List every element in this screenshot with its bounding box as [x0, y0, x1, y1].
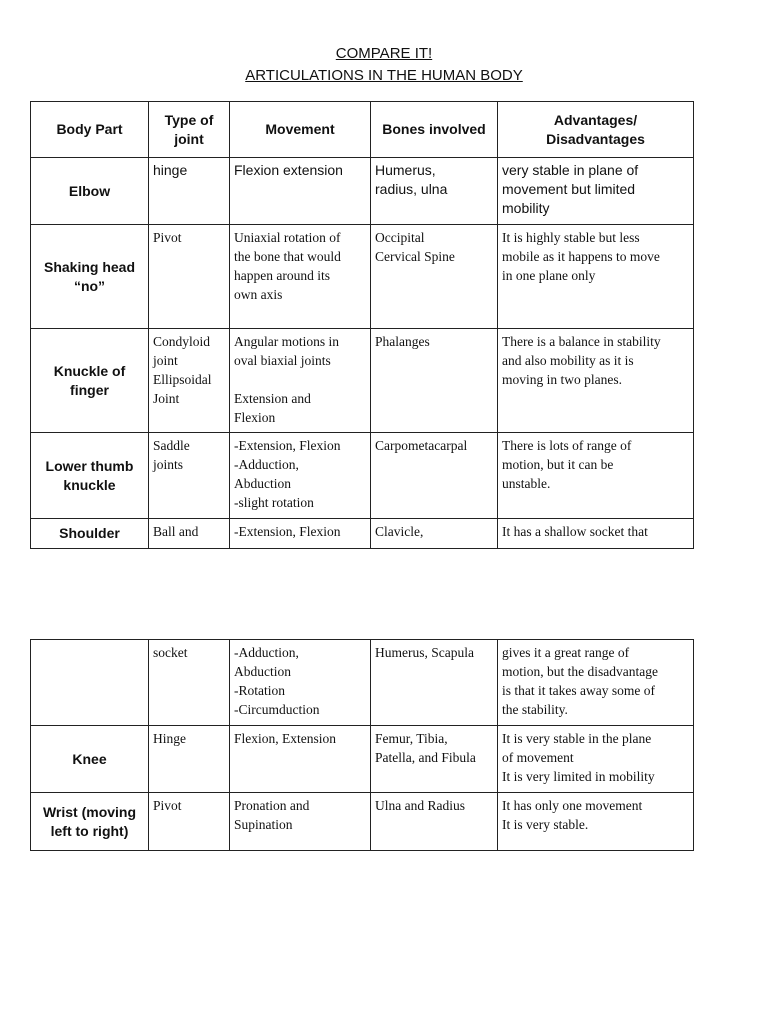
cell-line: Ulna and Radius — [375, 798, 465, 813]
cell-line: Extension and — [234, 391, 311, 406]
cell-line: Supination — [234, 817, 293, 832]
cell-line: Uniaxial rotation of — [234, 230, 341, 245]
body-part-cell — [31, 329, 149, 433]
movement-cell — [230, 726, 371, 793]
cell-line: Hinge — [153, 731, 186, 746]
table-row — [31, 519, 694, 549]
cell-line: joint — [153, 353, 178, 368]
cell-line: Elbow — [68, 182, 111, 199]
cell-line: Ball and — [153, 524, 199, 539]
bones-cell — [371, 158, 498, 225]
cell-line: Pronation and — [234, 798, 310, 813]
joint-type-cell — [149, 225, 230, 329]
cell-line: mobile as it happens to move — [502, 249, 660, 264]
cell-line: happen around its — [234, 268, 330, 283]
advantages-cell — [498, 726, 694, 793]
movement-cell — [230, 433, 371, 519]
articulations-table-part-2 — [30, 639, 694, 851]
bones-cell — [371, 519, 498, 549]
cell-line: joints — [153, 457, 184, 472]
advantages-cell — [498, 519, 694, 549]
cell-line: “no” — [73, 277, 106, 294]
cell-line: Flexion — [234, 410, 276, 425]
cell-line: is that it takes away some of — [502, 683, 655, 698]
cell-line: It is highly stable but less — [502, 230, 640, 245]
cell-line: the bone that would — [234, 249, 341, 264]
cell-line: Angular motions in — [234, 334, 339, 349]
cell-line: There is lots of range of — [502, 438, 632, 453]
movement-cell — [230, 225, 371, 329]
header-advantages: Advantages/ Disadvantages — [498, 102, 694, 158]
cell-line: -Circumduction — [234, 702, 320, 717]
cell-line: movement but limited — [502, 181, 636, 197]
cell-line: radius, ulna — [375, 181, 448, 197]
table-row — [31, 793, 694, 851]
cell-line: in one plane only — [502, 268, 596, 283]
document-title: COMPARE IT! — [335, 45, 433, 62]
body-part-cell — [31, 519, 149, 549]
cell-line: moving in two planes. — [502, 372, 622, 387]
movement-cell — [230, 519, 371, 549]
cell-line: oval biaxial joints — [234, 353, 331, 368]
cell-line: motion, but it can be — [502, 457, 614, 472]
cell-line: the stability. — [502, 702, 568, 717]
cell-line: gives it a great range of — [502, 645, 630, 660]
body-part-cell — [31, 158, 149, 225]
cell-line: Joint — [153, 391, 180, 406]
joint-type-cell — [149, 158, 230, 225]
cell-line: knuckle — [63, 476, 116, 493]
cell-line: of movement — [502, 750, 574, 765]
cell-line: Cervical Spine — [375, 249, 455, 264]
cell-line: motion, but the disadvantage — [502, 664, 658, 679]
cell-line: Saddle — [153, 438, 190, 453]
body-part-cell — [31, 225, 149, 329]
table-header-row — [31, 102, 694, 158]
cell-line: It is very limited in mobility — [502, 769, 655, 784]
header-type-of-joint: Type of joint — [149, 102, 230, 158]
table-row — [31, 329, 694, 433]
cell-line: It is very stable. — [502, 817, 589, 832]
table-row — [31, 158, 694, 225]
cell-line: Carpometacarpal — [375, 438, 468, 453]
advantages-cell — [498, 158, 694, 225]
body-part-cell — [31, 726, 149, 793]
cell-line: Knee — [72, 750, 107, 767]
cell-line: own axis — [234, 287, 283, 302]
movement-cell — [230, 158, 371, 225]
header-bones-involved: Bones involved — [371, 102, 498, 158]
cell-line: socket — [153, 645, 188, 660]
joint-type-cell — [149, 726, 230, 793]
bones-cell — [371, 640, 498, 726]
header-body-part: Body Part — [31, 102, 149, 158]
advantages-cell — [498, 329, 694, 433]
cell-line: Knuckle of — [53, 362, 126, 379]
joint-type-cell — [149, 640, 230, 726]
cell-line: Abduction — [234, 664, 291, 679]
bones-cell — [371, 225, 498, 329]
table-row — [31, 433, 694, 519]
document-subtitle: ARTICULATIONS IN THE HUMAN BODY — [245, 67, 523, 84]
bones-cell — [371, 793, 498, 851]
cell-line: Flexion, Extension — [234, 731, 336, 746]
cell-line: Condyloid — [153, 334, 211, 349]
joint-type-cell — [149, 329, 230, 433]
cell-line: Humerus, Scapula — [375, 645, 474, 660]
movement-cell — [230, 640, 371, 726]
bones-cell — [371, 433, 498, 519]
cell-line: Pivot — [153, 798, 182, 813]
table-row — [31, 640, 694, 726]
cell-line: Clavicle, — [375, 524, 424, 539]
advantages-cell — [498, 793, 694, 851]
cell-line: unstable. — [502, 476, 551, 491]
cell-line: Pivot — [153, 230, 182, 245]
articulations-table-part-1 — [30, 101, 694, 549]
cell-line: Occipital — [375, 230, 425, 245]
cell-line: and also mobility as it is — [502, 353, 634, 368]
joint-type-cell — [149, 433, 230, 519]
cell-line: Patella, and Fibula — [375, 750, 476, 765]
cell-line: -Extension, Flexion — [234, 438, 341, 453]
cell-line: -slight rotation — [234, 495, 314, 510]
cell-line — [234, 370, 366, 389]
cell-line: Abduction — [234, 476, 291, 491]
advantages-cell — [498, 640, 694, 726]
table-row — [31, 225, 694, 329]
cell-line: Ellipsoidal — [153, 372, 212, 387]
cell-line: -Adduction, — [234, 645, 299, 660]
advantages-cell — [498, 433, 694, 519]
body-part-cell — [31, 433, 149, 519]
cell-line: Shaking head — [43, 258, 136, 275]
movement-cell — [230, 329, 371, 433]
cell-line: Phalanges — [375, 334, 430, 349]
cell-line: Humerus, — [375, 162, 436, 178]
cell-line: It has only one movement — [502, 798, 643, 813]
table-row — [31, 726, 694, 793]
cell-line: left to right) — [50, 822, 129, 839]
joint-type-cell — [149, 793, 230, 851]
cell-line: finger — [70, 381, 109, 398]
cell-line: very stable in plane of — [502, 162, 639, 178]
cell-line: hinge — [153, 162, 188, 178]
cell-line: -Extension, Flexion — [234, 524, 341, 539]
advantages-cell — [498, 225, 694, 329]
cell-line: -Rotation — [234, 683, 285, 698]
cell-line: Flexion extension — [234, 162, 343, 178]
body-part-cell — [31, 640, 149, 726]
bones-cell — [371, 726, 498, 793]
cell-line: Wrist (moving — [42, 803, 137, 820]
bones-cell — [371, 329, 498, 433]
cell-line: Femur, Tibia, — [375, 731, 448, 746]
cell-line: mobility — [502, 200, 550, 216]
cell-line: There is a balance in stability — [502, 334, 661, 349]
cell-line: Shoulder — [59, 525, 120, 541]
movement-cell — [230, 793, 371, 851]
body-part-cell — [31, 793, 149, 851]
header-movement: Movement — [230, 102, 371, 158]
cell-line: It is very stable in the plane — [502, 731, 652, 746]
cell-line: -Adduction, — [234, 457, 299, 472]
cell-line: It has a shallow socket that — [502, 524, 648, 539]
cell-line: Lower thumb — [45, 457, 134, 474]
joint-type-cell — [149, 519, 230, 549]
